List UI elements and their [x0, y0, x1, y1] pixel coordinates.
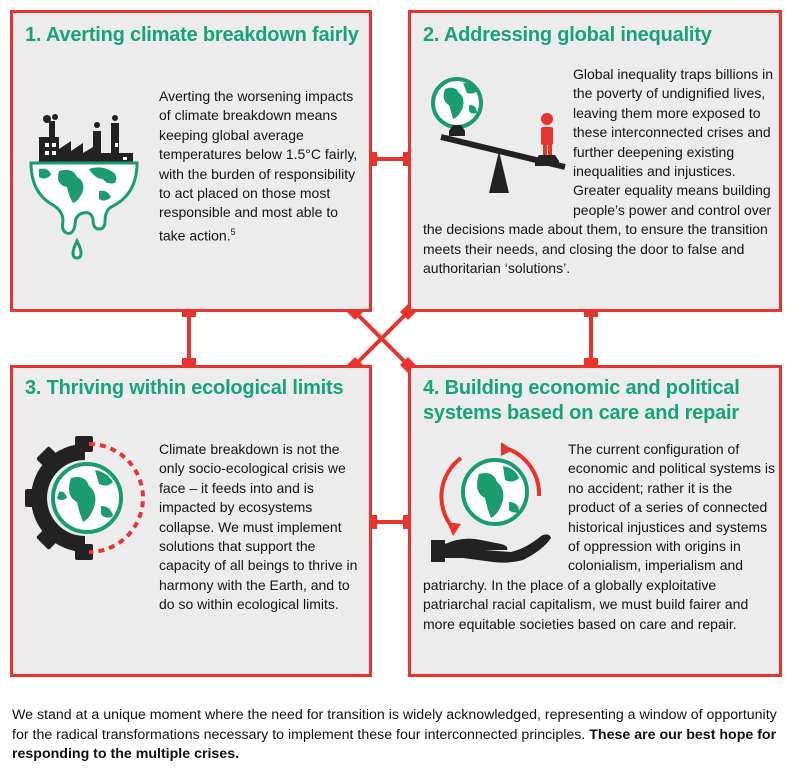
principle-card-4	[408, 365, 782, 677]
conclusion-emphasis: These are our best hope for responding to the multiple crises.	[12, 726, 777, 763]
principle-2-title: 2. Addressing global inequality	[423, 24, 712, 46]
principle-1-text: Averting the worsening impacts of climate breakdown means keeping global average temperatures below 1.5°C fairly, with the burden of responsibility to act placed on those most responsible and most able to take action.	[159, 88, 358, 244]
hand-globe-cycle-icon	[423, 440, 563, 564]
melting-globe-factory-icon	[25, 113, 143, 263]
conclusion-lead: We stand at a unique moment where the need for transition is widely acknowledged, representing a window of opportunity for the radical transformations necessary to implement these four interconnected principles.	[12, 707, 777, 743]
principle-1-title: 1. Averting climate breakdown fairly	[25, 24, 359, 46]
principle-3-title: 3. Thriving within ecological limits	[25, 377, 344, 399]
principle-2-body	[423, 65, 775, 278]
principle-4-text: The current configuration of economic and political systems is no accident; rather it is the product of a series of connected historical injustices and systems of oppression with origins in colonialism, imperialism and patriarchy. In the place of a globally exploitative patriarchal racial capitalism, we must build fairer and more equitable societies based on care and repair.	[423, 441, 775, 632]
principle-card-3	[10, 365, 372, 677]
footnote-marker: 5	[230, 226, 236, 237]
principle-4-body	[423, 440, 775, 634]
globe-person-scale-icon	[423, 65, 571, 195]
principle-4-title: 4. Building economic and political systems based on care and repair	[423, 377, 740, 424]
principle-2-text: Global inequality traps billions in the poverty of undignified lives, leaving them more exposed to these interconnected crises and further deepening existing inequalities and injustices. Greater equality means building people’s power and control over the decisions made about them, to ensure the transition meets their needs, and closing the door to false and authoritarian ‘solutions’.	[423, 66, 773, 277]
principle-card-2	[408, 10, 782, 312]
globe-gear-icon	[25, 436, 153, 560]
principle-card-1	[10, 10, 372, 312]
conclusion-paragraph	[12, 706, 782, 765]
principle-1-body	[159, 87, 367, 246]
principle-3-body: Climate breakdown is not the only socio-ecological crisis we face – it feeds into and is impacted by ecosystems collapse. We must implement solutions that support the capacity of all beings to thrive in harmony with the Earth, and to do so within ecological limits.	[159, 441, 358, 613]
